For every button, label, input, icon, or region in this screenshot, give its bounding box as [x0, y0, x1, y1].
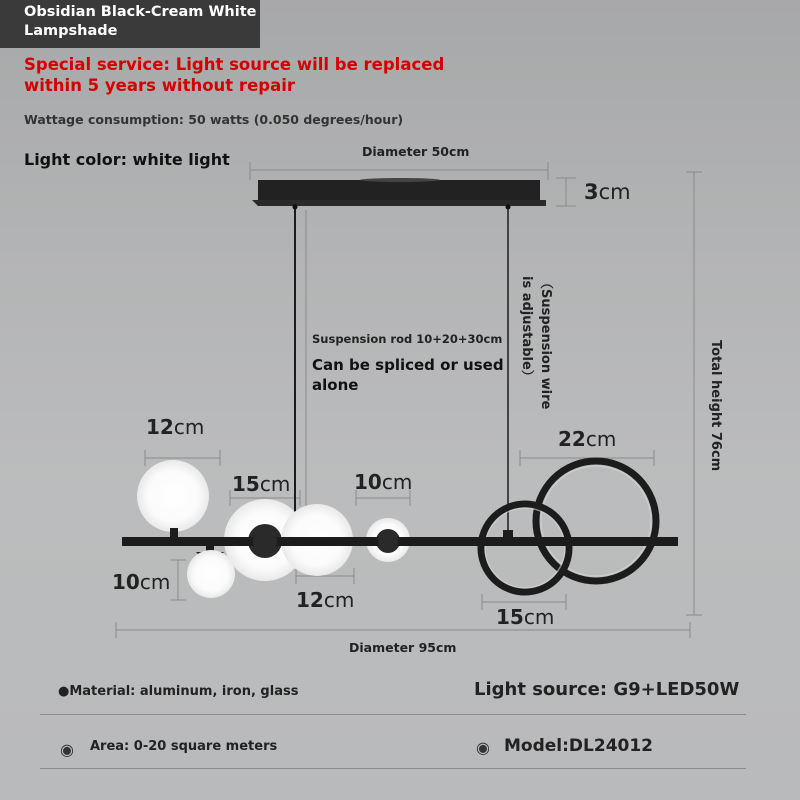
globe-bottom-left-label: 10cm — [112, 570, 171, 594]
variant-line-1: Obsidian Black-Cream White — [24, 4, 257, 20]
canopy-height-label: 3cm — [584, 180, 631, 204]
rod-note-label: Can be spliced or used alone — [312, 356, 504, 394]
spec-divider-1 — [40, 714, 746, 715]
total-height-label: Total height 76cm — [708, 340, 723, 472]
area-spec: Area: 0-20 square meters — [90, 739, 278, 754]
area-bullet-icon: ◉ — [60, 740, 74, 759]
light-color-text: Light color: white light — [24, 150, 230, 169]
special-service-notice: Special service: Light source will be replaced within 5 years without repair — [24, 55, 445, 95]
globe-top-left — [137, 460, 209, 532]
ring-large-label: 22cm — [558, 427, 617, 451]
globe-small-right-label: 10cm — [354, 470, 413, 494]
canopy — [252, 178, 546, 206]
canopy-diameter-label: Diameter 50cm — [362, 144, 470, 159]
wattage-text: Wattage consumption: 50 watts (0.050 degrees/hour) — [24, 112, 404, 127]
ring-small — [481, 504, 569, 592]
variant-line-2: Lampshade — [24, 23, 118, 39]
material-spec: ●Material: aluminum, iron, glass — [58, 684, 299, 699]
wire-note-line1: （Suspension wire — [538, 276, 553, 410]
globe-mid-label: 15cm — [232, 472, 291, 496]
ring-small-label: 15cm — [496, 605, 555, 629]
light-source-spec: Light source: G9+LED50W — [474, 679, 740, 700]
rod-title-label: Suspension rod 10+20+30cm — [312, 332, 503, 346]
spec-divider-2 — [40, 768, 746, 769]
wire-note-line2: is adjustable） — [519, 276, 534, 383]
model-bullet-icon: ◉ — [476, 738, 490, 757]
globe-bottom-mid-label: 12cm — [296, 588, 355, 612]
bar-diameter-label: Diameter 95cm — [349, 640, 457, 655]
model-spec: Model:DL24012 — [504, 736, 654, 756]
globe-top-left-label: 12cm — [146, 415, 205, 439]
